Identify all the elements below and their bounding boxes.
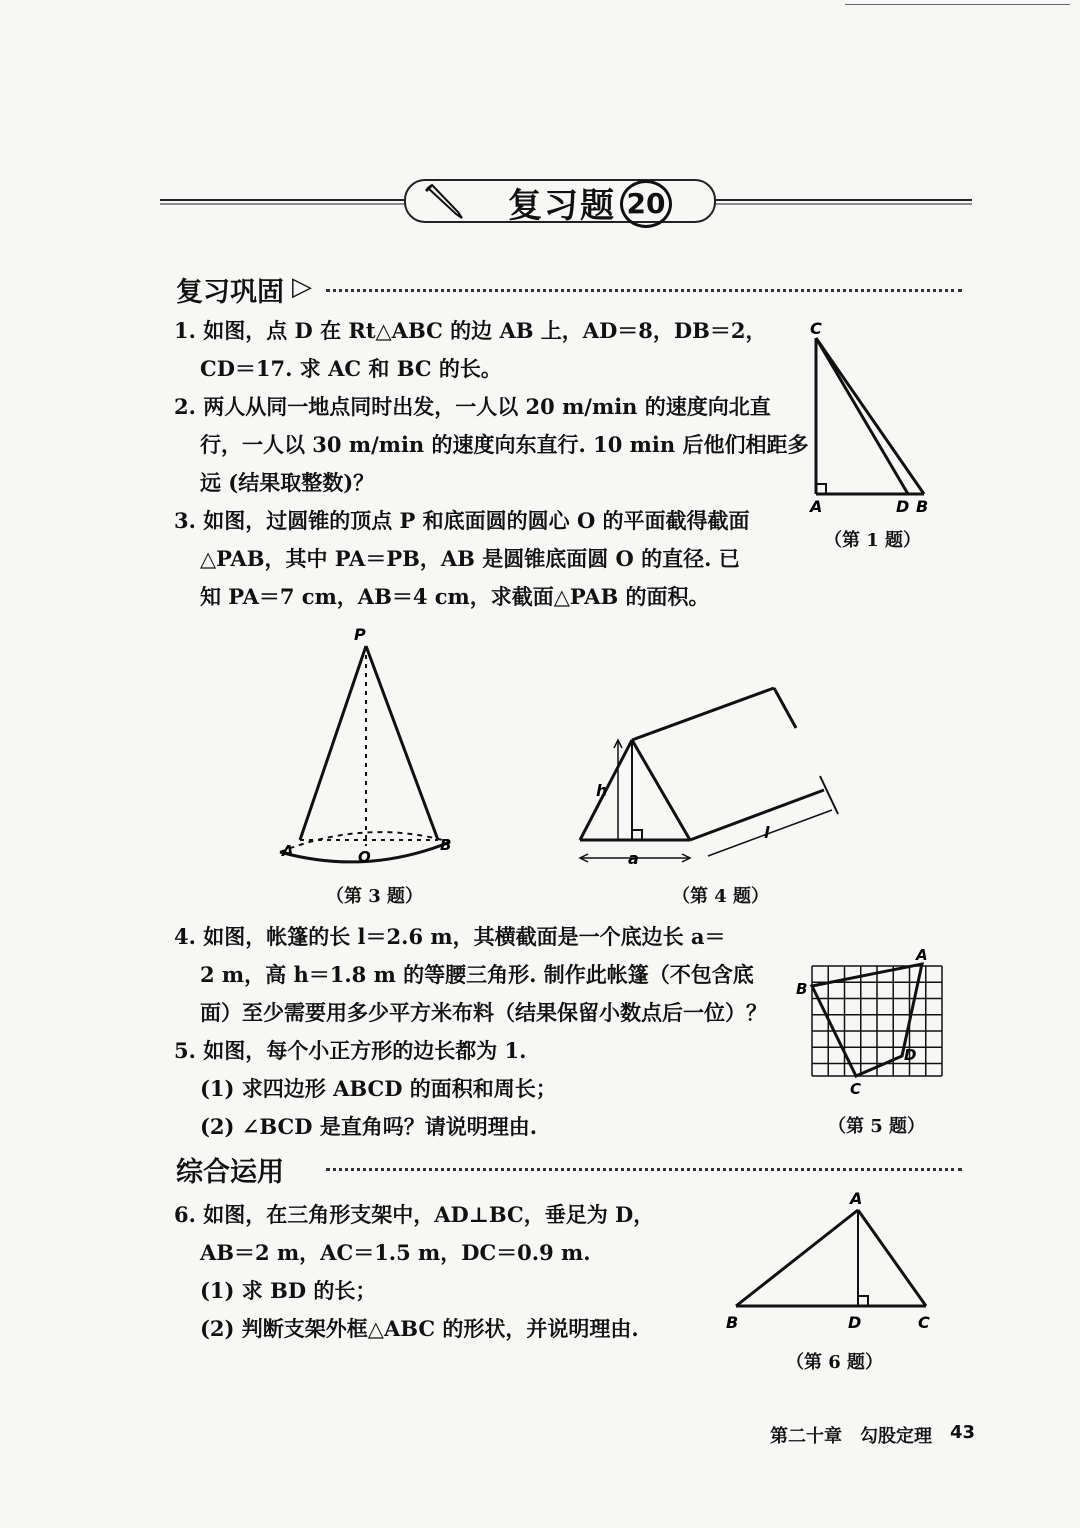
section-heading-comprehensive: 综合运用 [176,1157,284,1188]
problem-3-line-3: 知 PA＝7 cm，AB＝4 cm，求截面△PAB 的面积。 [200,584,710,609]
fig3-label-p: P [354,625,366,644]
section-heading-review: 复习巩固 [176,277,284,308]
caption-fig-5: （第 5 题） [828,1116,926,1137]
fig1-label-d: D [896,497,910,516]
fig4-label-l: l [764,823,770,842]
top-rule [845,4,1070,5]
problem-6-line-3: (1) 求 BD 的长； [200,1278,377,1303]
fig6-label-a: A [850,1190,863,1208]
problem-5-line-2: (1) 求四边形 ABCD 的面积和周长； [200,1076,557,1101]
page-number: 43 [950,1422,976,1443]
problem-2-line-2: 行，一人以 30 m/min 的速度向东直行. 10 min 后他们相距多 [200,432,809,457]
caption-fig-6: （第 6 题） [786,1352,884,1373]
figure-4-tent [570,680,850,880]
fig3-label-b: B [440,836,452,854]
problem-4-line-3: 面）至少需要用多少平方米布料（结果保留小数点后一位）？ [200,1000,767,1025]
fig3-label-a: A [282,842,294,860]
fig1-label-b: B [916,497,929,516]
fig6-label-c: C [918,1313,930,1332]
problem-4-line-1: 4. 如图，帐篷的长 l＝2.6 m，其横截面是一个底边长 a＝ [174,924,726,949]
fig5-label-d: D [904,1046,917,1064]
fig4-label-h: h [596,781,608,800]
problem-1-line-2: CD＝17. 求 AC 和 BC 的长。 [200,356,502,381]
problem-2-line-3: 远 (结果取整数)？ [200,470,375,495]
section-divider-2 [326,1168,962,1171]
figure-5-grid [792,946,952,1096]
fig6-label-d: D [848,1313,862,1332]
section-arrow-icon: ▷ [292,272,312,302]
pencil-icon [426,185,462,218]
figure-1-right-triangle [800,318,940,518]
fig6-label-b: B [726,1313,739,1332]
fig5-label-a: A [916,946,928,964]
problem-4-line-2: 2 m，高 h＝1.8 m 的等腰三角形. 制作此帐篷（不包含底 [200,962,754,987]
problem-1-line-1: 1. 如图，点 D 在 Rt△ABC 的边 AB 上，AD＝8，DB＝2， [174,318,767,343]
caption-fig-1: （第 1 题） [824,530,922,551]
fig5-label-b: B [796,980,808,998]
fig1-label-c: C [810,319,822,338]
section-divider [326,289,962,292]
fig4-label-a: a [628,849,639,868]
problem-6-line-2: AB＝2 m，AC＝1.5 m，DC＝0.9 m. [200,1240,591,1265]
fig3-label-o: O [358,848,371,866]
fig1-label-a: A [810,497,823,516]
problem-5-line-1: 5. 如图，每个小正方形的边长都为 1. [174,1038,527,1063]
problem-3-line-1: 3. 如图，过圆锥的顶点 P 和底面圆的圆心 O 的平面截得截面 [174,508,750,533]
problem-3-line-2: △PAB，其中 PA＝PB，AB 是圆锥底面圆 O 的直径. 已 [200,546,740,571]
chapter-number-badge: 20 [620,180,672,228]
page-title: 复习题 [508,186,616,226]
figure-3-cone [270,620,470,870]
problem-6-line-4: (2) 判断支架外框△ABC 的形状，并说明理由. [200,1316,639,1341]
problem-2-line-1: 2. 两人从同一地点同时出发，一人以 20 m/min 的速度向北直 [174,394,771,419]
problem-5-line-3: (2) ∠BCD 是直角吗？请说明理由. [200,1114,538,1139]
figure-6-triangle [720,1190,940,1340]
problem-6-line-1: 6. 如图，在三角形支架中，AD⊥BC，垂足为 D， [174,1202,655,1227]
fig5-label-c: C [850,1080,862,1096]
caption-fig-3: （第 3 题） [326,886,424,907]
footer-chapter: 第二十章 勾股定理 [770,1426,932,1447]
caption-fig-4: （第 4 题） [672,886,770,907]
